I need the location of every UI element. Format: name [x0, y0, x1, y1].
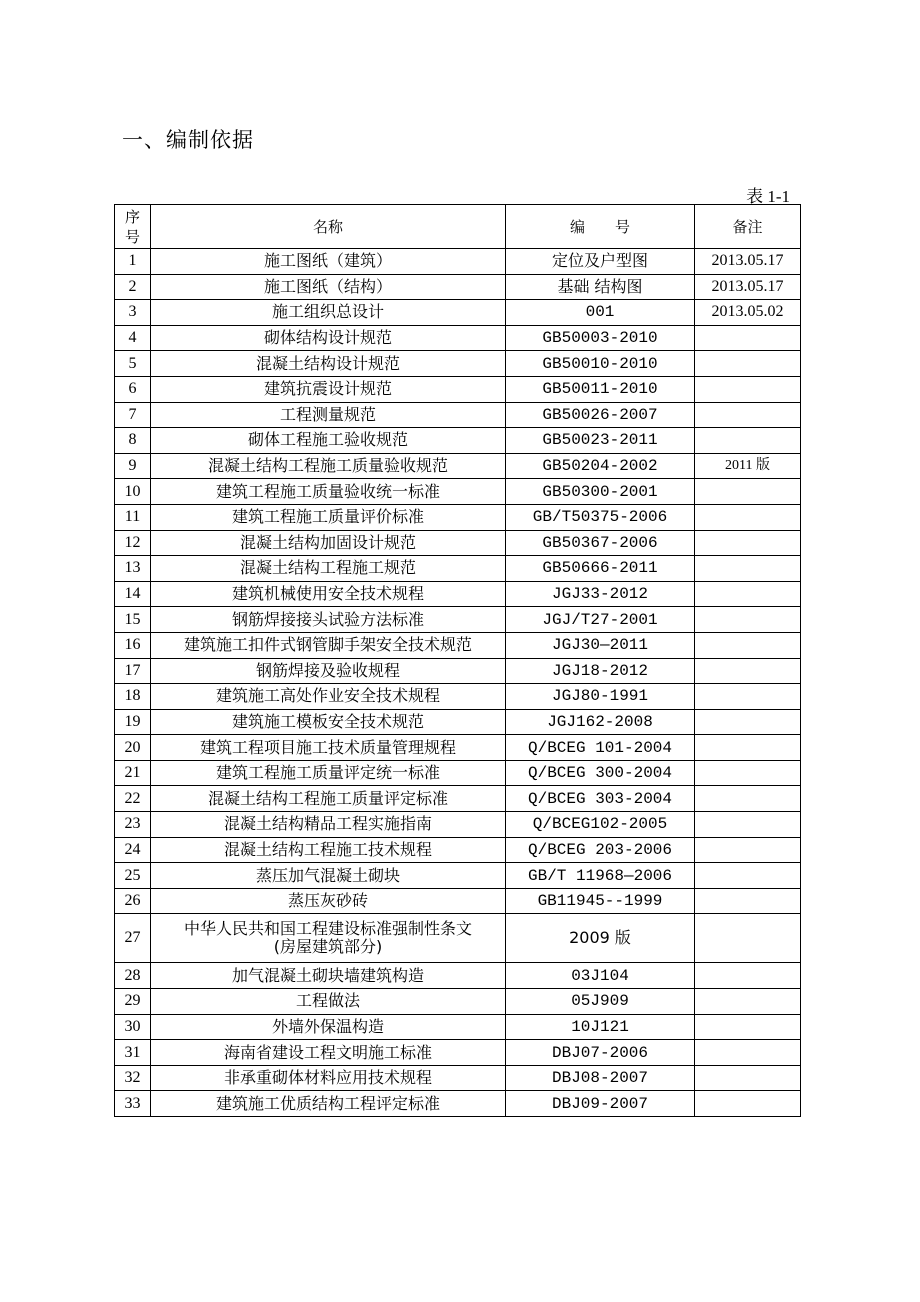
row-seq: 13 — [115, 556, 151, 582]
header-seq-line1: 序 — [124, 207, 140, 226]
row-code: GB/T 11968—2006 — [506, 863, 695, 889]
row-code: GB50204-2002 — [506, 453, 695, 479]
row-name: 混凝土结构精品工程实施指南 — [151, 812, 506, 838]
row-name: 施工图纸（结构） — [151, 274, 506, 300]
row-seq: 22 — [115, 786, 151, 812]
row-code: Q/BCEG 101-2004 — [506, 735, 695, 761]
row-seq: 27 — [115, 914, 151, 963]
row-name: 混凝土结构工程施工技术规程 — [151, 837, 506, 863]
row-seq: 9 — [115, 453, 151, 479]
table-row — [115, 530, 801, 556]
row-note — [695, 1014, 801, 1040]
row-seq: 19 — [115, 709, 151, 735]
row-seq: 12 — [115, 530, 151, 556]
table-row — [115, 1040, 801, 1066]
row-seq: 6 — [115, 376, 151, 402]
row-name: 建筑施工扣件式钢管脚手架安全技术规范 — [151, 632, 506, 658]
table-row — [115, 684, 801, 710]
row-name: 加气混凝土砌块墙建筑构造 — [151, 963, 506, 989]
row-note — [695, 632, 801, 658]
row-note — [695, 1065, 801, 1091]
row-note — [695, 581, 801, 607]
row-note — [695, 504, 801, 530]
header-seq-line2: 号 — [124, 227, 140, 246]
row-note — [695, 888, 801, 914]
row-note — [695, 786, 801, 812]
row-seq: 2 — [115, 274, 151, 300]
table-row — [115, 581, 801, 607]
table-row — [115, 888, 801, 914]
basis-table — [114, 204, 801, 1117]
row-note — [695, 428, 801, 454]
row-note — [695, 914, 801, 963]
row-code: GB/T50375-2006 — [506, 504, 695, 530]
row-seq: 25 — [115, 863, 151, 889]
table-row — [115, 1014, 801, 1040]
row-note — [695, 351, 801, 377]
row-code: 05J909 — [506, 989, 695, 1015]
row-seq: 29 — [115, 989, 151, 1015]
row-note — [695, 863, 801, 889]
row-name: 建筑施工高处作业安全技术规程 — [151, 684, 506, 710]
table-row — [115, 453, 801, 479]
section-title: 一、编制依据 — [122, 128, 254, 152]
row-name: 钢筋焊接及验收规程 — [151, 658, 506, 684]
row-note — [695, 325, 801, 351]
row-code: Q/BCEG 203-2006 — [506, 837, 695, 863]
row-code: JGJ30—2011 — [506, 632, 695, 658]
row-name-line2: (房屋建筑部分) — [273, 937, 383, 957]
row-name: 砌体结构设计规范 — [151, 325, 506, 351]
row-code: Q/BCEG102-2005 — [506, 812, 695, 838]
row-note — [695, 402, 801, 428]
row-name: 蒸压灰砂砖 — [151, 888, 506, 914]
row-seq: 8 — [115, 428, 151, 454]
row-note: 2013.05.17 — [695, 274, 801, 300]
row-seq: 33 — [115, 1091, 151, 1117]
row-name: 施工组织总设计 — [151, 300, 506, 326]
row-note — [695, 684, 801, 710]
row-note — [695, 709, 801, 735]
row-name: 施工图纸（建筑） — [151, 249, 506, 275]
row-seq: 24 — [115, 837, 151, 863]
row-code: GB50011-2010 — [506, 376, 695, 402]
row-seq: 1 — [115, 249, 151, 275]
table-row — [115, 1091, 801, 1117]
table-row — [115, 632, 801, 658]
row-name: 砌体工程施工验收规范 — [151, 428, 506, 454]
row-name — [151, 914, 506, 963]
row-code: JGJ162-2008 — [506, 709, 695, 735]
row-seq: 17 — [115, 658, 151, 684]
row-code: 001 — [506, 300, 695, 326]
row-seq: 26 — [115, 888, 151, 914]
row-code: JGJ33-2012 — [506, 581, 695, 607]
row-seq: 10 — [115, 479, 151, 505]
row-note — [695, 837, 801, 863]
row-name: 建筑工程施工质量评价标准 — [151, 504, 506, 530]
row-note — [695, 376, 801, 402]
table-header-row — [115, 205, 801, 249]
row-name: 非承重砌体材料应用技术规程 — [151, 1065, 506, 1091]
table-row — [115, 428, 801, 454]
table-row — [115, 735, 801, 761]
row-seq: 5 — [115, 351, 151, 377]
table-row — [115, 914, 801, 963]
table-row — [115, 504, 801, 530]
row-seq: 14 — [115, 581, 151, 607]
row-seq: 16 — [115, 632, 151, 658]
row-seq: 15 — [115, 607, 151, 633]
row-note: 2013.05.02 — [695, 300, 801, 326]
table-row — [115, 786, 801, 812]
table-row — [115, 351, 801, 377]
row-name: 建筑施工模板安全技术规范 — [151, 709, 506, 735]
row-note: 2013.05.17 — [695, 249, 801, 275]
row-name: 外墙外保温构造 — [151, 1014, 506, 1040]
row-code: GB50026-2007 — [506, 402, 695, 428]
header-code: 编 号 — [506, 205, 695, 249]
row-note — [695, 760, 801, 786]
row-name: 混凝土结构工程施工质量评定标准 — [151, 786, 506, 812]
header-note: 备注 — [695, 205, 801, 249]
table-row — [115, 760, 801, 786]
row-seq: 30 — [115, 1014, 151, 1040]
row-name: 建筑施工优质结构工程评定标准 — [151, 1091, 506, 1117]
row-note — [695, 530, 801, 556]
row-note — [695, 812, 801, 838]
header-seq — [115, 205, 151, 249]
row-note — [695, 1091, 801, 1117]
row-name: 蒸压加气混凝土砌块 — [151, 863, 506, 889]
table-row — [115, 402, 801, 428]
table-row — [115, 863, 801, 889]
table-row — [115, 658, 801, 684]
row-name: 混凝土结构加固设计规范 — [151, 530, 506, 556]
row-code: DBJ07-2006 — [506, 1040, 695, 1066]
row-code: JGJ80-1991 — [506, 684, 695, 710]
row-seq: 20 — [115, 735, 151, 761]
row-code: GB50003-2010 — [506, 325, 695, 351]
row-note — [695, 735, 801, 761]
row-name: 混凝土结构工程施工质量验收规范 — [151, 453, 506, 479]
table-row — [115, 963, 801, 989]
row-name: 建筑抗震设计规范 — [151, 376, 506, 402]
row-code: GB50023-2011 — [506, 428, 695, 454]
row-code: Q/BCEG 303-2004 — [506, 786, 695, 812]
row-note — [695, 989, 801, 1015]
table-row — [115, 300, 801, 326]
row-seq: 28 — [115, 963, 151, 989]
row-code: 10J121 — [506, 1014, 695, 1040]
row-code: JGJ18-2012 — [506, 658, 695, 684]
table-row — [115, 812, 801, 838]
row-name: 混凝土结构设计规范 — [151, 351, 506, 377]
table-row — [115, 325, 801, 351]
table-row — [115, 274, 801, 300]
table-row — [115, 479, 801, 505]
row-seq: 32 — [115, 1065, 151, 1091]
row-note — [695, 1040, 801, 1066]
row-seq: 3 — [115, 300, 151, 326]
table-label: 表 1-1 — [746, 187, 790, 206]
row-note — [695, 658, 801, 684]
table-row — [115, 607, 801, 633]
table-row — [115, 249, 801, 275]
row-code: GB50010-2010 — [506, 351, 695, 377]
table-row — [115, 709, 801, 735]
row-code: 基础 结构图 — [506, 274, 695, 300]
row-code: GB11945--1999 — [506, 888, 695, 914]
row-code: 2009 版 — [506, 914, 695, 963]
row-code: JGJ/T27-2001 — [506, 607, 695, 633]
row-name: 海南省建设工程文明施工标准 — [151, 1040, 506, 1066]
row-seq: 23 — [115, 812, 151, 838]
row-seq: 21 — [115, 760, 151, 786]
row-code: GB50666-2011 — [506, 556, 695, 582]
row-code: DBJ09-2007 — [506, 1091, 695, 1117]
row-name: 建筑机械使用安全技术规程 — [151, 581, 506, 607]
row-note — [695, 479, 801, 505]
row-seq: 31 — [115, 1040, 151, 1066]
table-row — [115, 376, 801, 402]
row-name: 建筑工程施工质量评定统一标准 — [151, 760, 506, 786]
table-body — [115, 249, 801, 1117]
header-name: 名称 — [151, 205, 506, 249]
row-name: 工程测量规范 — [151, 402, 506, 428]
row-seq: 7 — [115, 402, 151, 428]
row-name: 建筑工程施工质量验收统一标准 — [151, 479, 506, 505]
row-name: 钢筋焊接接头试验方法标准 — [151, 607, 506, 633]
table-row — [115, 989, 801, 1015]
row-seq: 18 — [115, 684, 151, 710]
row-seq: 11 — [115, 504, 151, 530]
row-name: 工程做法 — [151, 989, 506, 1015]
row-code: 03J104 — [506, 963, 695, 989]
row-note: 2011 版 — [695, 453, 801, 479]
row-name: 建筑工程项目施工技术质量管理规程 — [151, 735, 506, 761]
table-row — [115, 837, 801, 863]
row-code: Q/BCEG 300-2004 — [506, 760, 695, 786]
row-code: GB50300-2001 — [506, 479, 695, 505]
row-code: DBJ08-2007 — [506, 1065, 695, 1091]
row-name: 混凝土结构工程施工规范 — [151, 556, 506, 582]
table-row — [115, 1065, 801, 1091]
row-note — [695, 556, 801, 582]
table-row — [115, 556, 801, 582]
row-name-line1: 中华人民共和国工程建设标准强制性条文 — [183, 919, 472, 939]
row-code: 定位及户型图 — [506, 249, 695, 275]
row-seq: 4 — [115, 325, 151, 351]
row-code: GB50367-2006 — [506, 530, 695, 556]
row-note — [695, 607, 801, 633]
row-note — [695, 963, 801, 989]
